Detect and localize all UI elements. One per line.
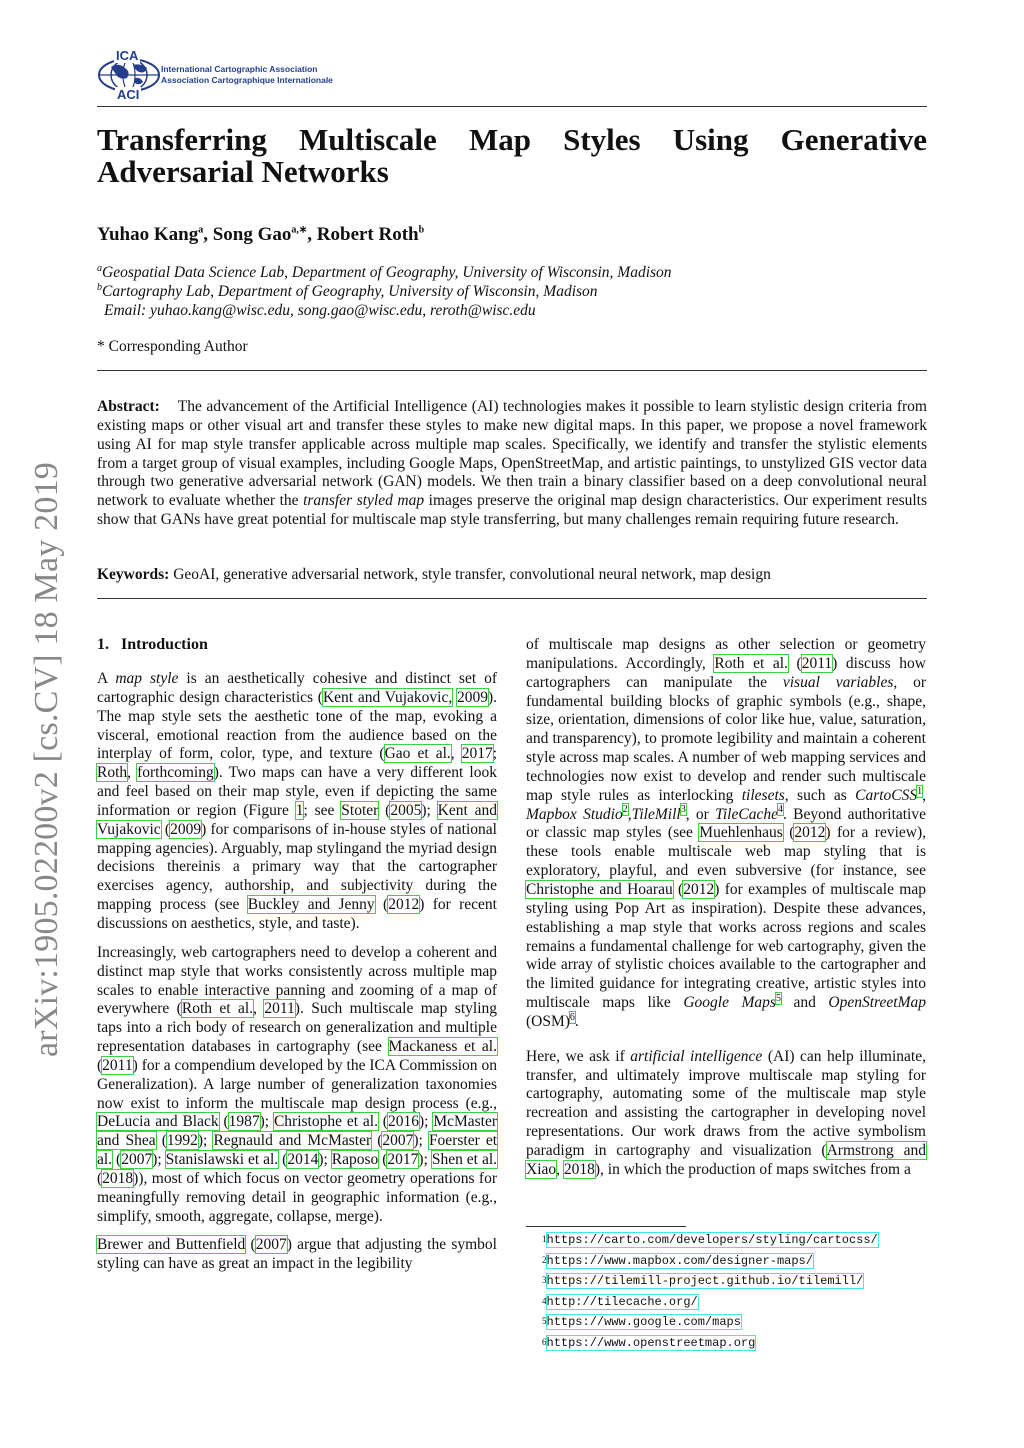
citation-link[interactable]: Foerster et al. (97, 1132, 498, 1169)
text: ( (97, 1056, 103, 1074)
em: map style (115, 670, 179, 687)
footnote-link[interactable]: 4 (777, 804, 783, 816)
footnote-link[interactable]: 5 (775, 992, 781, 1004)
em: Mapbox Studio (526, 805, 623, 823)
text: ). Such multiscale map styling taps into a rich body of research on generalization and multiple representation databases in cartography (see (97, 1000, 498, 1056)
text: ( (218, 1113, 229, 1131)
citation-link[interactable]: McMaster and Shea (97, 1113, 498, 1150)
footnote-number: 3 (542, 1275, 547, 1285)
text: and (780, 994, 829, 1012)
author-name: Yuhao Kang (97, 224, 199, 245)
footnote-number: 4 (542, 1295, 547, 1306)
em: CartoCSS (855, 786, 918, 804)
arxiv-stamp: arXiv:1905.02200v2 [cs.CV] 18 May 2019 (28, 462, 65, 1057)
citation-link[interactable]: 2017 (461, 745, 493, 763)
citation-link[interactable]: 2012 (794, 824, 826, 842)
citation-link[interactable]: 2009 (456, 688, 488, 706)
footnotes (542, 1230, 932, 1353)
citation-link[interactable]: 2017 (387, 1151, 419, 1169)
text: ) for a review), these tools enable multiscale web map styling that is exploratory, playful, and even subversive (for instance, see (526, 824, 926, 880)
citation-link[interactable]: 2011 (102, 1056, 133, 1074)
footnote-url[interactable]: https://www.openstreetmap.org (546, 1335, 756, 1350)
text: , or fundamental building blocks of graphic symbols (e.g., shape, size, orientation, dimensions of color like hue, value, saturation, and transparency), to promote legibility and maintain a coherent style across map scales. A number of web mapping services and technologies now exist to develop and render such multiscale map style rules as interlocking (526, 673, 926, 804)
logo-name-en: International Cartographic Association (161, 64, 318, 74)
footnote-number: 2 (542, 1254, 547, 1265)
citation-link[interactable]: forthcoming (137, 764, 214, 782)
section-title: Introduction (121, 636, 208, 653)
citation-link[interactable]: DeLucia and Black (97, 1113, 219, 1131)
citation-link[interactable]: Roth et al. (181, 1000, 254, 1018)
text: . (574, 1012, 579, 1030)
citation-link[interactable]: 2011 (264, 1000, 295, 1018)
citation-link[interactable]: Christophe and Hoarau (526, 880, 673, 898)
title-word: Multiscale (299, 122, 437, 157)
title-word: Styles (563, 122, 641, 157)
affil-sup: a (97, 262, 102, 274)
text: ), in which the production of maps switches from a (594, 1160, 911, 1178)
text: Here, we ask if (526, 1047, 631, 1065)
column-left (97, 670, 497, 1274)
citation-link[interactable]: Raposo (331, 1151, 379, 1169)
citation-link[interactable]: Kent and Vujakovic, (322, 688, 453, 706)
corresponding-author: * Corresponding Author (97, 338, 248, 355)
affil-text: Cartography Lab, Department of Geography, University of Wisconsin, Madison (102, 283, 598, 300)
logo-acronym-top: ICA (116, 48, 139, 63)
intro-paragraph-5 (526, 1048, 926, 1180)
logo-name-fr: Association Cartographique Internationale (161, 75, 333, 85)
citation-link[interactable]: 2007 (121, 1151, 153, 1169)
affil-sup: b (97, 281, 102, 293)
citation-link[interactable]: Christophe et al. (273, 1113, 378, 1131)
text: ); (421, 801, 438, 819)
author-sup: a,∗ (291, 224, 308, 236)
text: ) discuss how cartographers can manipulate the (526, 654, 926, 691)
text: ( (378, 1151, 388, 1169)
text: , (922, 786, 926, 804)
footnote-rule (526, 1226, 686, 1227)
abstract (97, 398, 927, 530)
footnote-link[interactable]: 2 (622, 804, 628, 816)
footnote-item (542, 1292, 932, 1313)
text: ( (782, 824, 795, 842)
text: ( (97, 1169, 103, 1187)
footnote-url[interactable]: https://www.mapbox.com/designer-maps/ (546, 1253, 813, 1268)
citation-link[interactable]: 2018 (563, 1160, 595, 1178)
text: ) for comparisons of in-house styles of national mapping agencies). Arguably, map stylingand the myriad design decisions thereinis a primary way that the cartographer exercises agency, authorship, and subjectivity during the mapping process (see (97, 820, 497, 914)
keywords-label: Keywords: (97, 566, 170, 583)
text: , (253, 1000, 265, 1018)
author-name: Robert Roth (316, 224, 419, 245)
citation-link[interactable]: Stanislawski et al. (165, 1151, 279, 1169)
em: OpenStreetMap (828, 994, 926, 1012)
section-heading-introduction (97, 636, 208, 654)
footnote-url[interactable]: http://tilecache.org/ (546, 1294, 698, 1309)
citation-link[interactable]: Mackaness et al. (388, 1038, 497, 1056)
affiliation-b (97, 283, 598, 301)
citation-link[interactable]: 2016 (387, 1113, 419, 1131)
citation-link[interactable]: Kent and Vujakovic (97, 801, 497, 838)
text: ( (155, 1132, 167, 1150)
citation-link[interactable]: 2011 (801, 654, 833, 672)
text: (AI) can help illuminate, transfer, and ultimately improve multiscale map styling for cartography, automating some of the multiscale map style recreation and assisting the cartographer in developing novel representations. Our work draws from the active symbolism paradigm in cartography and visualization ( (526, 1047, 926, 1159)
text: (OSM) (526, 1012, 570, 1030)
text: ; (492, 745, 498, 763)
figure-link[interactable]: 1 (295, 801, 304, 819)
text: )), most of which focus on vector geometry operations for meaningfully removing detail in geographic information (e.g., simplify, smooth, aggregate, collapse, merge). (97, 1169, 497, 1225)
text: ( (160, 820, 171, 838)
footnote-number: 6 (542, 1336, 547, 1347)
title-line-1 (97, 124, 927, 156)
text: A (97, 670, 108, 687)
citation-link[interactable]: Muehlenhaus (699, 824, 783, 842)
em: Google Maps (683, 994, 776, 1012)
footnote-url[interactable]: https://tilemill-project.github.io/tilemill/ (546, 1274, 864, 1288)
em: TileMill (631, 805, 681, 823)
em: TileCache (715, 805, 778, 823)
title-line-2: Adversarial Networks (97, 154, 389, 189)
footnote-link[interactable]: 3 (680, 804, 686, 816)
text: ). Two maps can have a very different look and feel based on their map style, even if depicting the same information or region (Figure (97, 764, 497, 819)
abstract-em: transfer styled map (303, 492, 425, 510)
text: is an aesthetically cohesive and distinct set of cartographic design characteristics ( (97, 670, 498, 706)
citation-link[interactable]: 1992 (166, 1132, 198, 1150)
footnote-url[interactable]: https://www.google.com/maps (546, 1315, 741, 1329)
text: ( (377, 1113, 388, 1131)
email-line: Email: yuhao.kang@wisc.edu, song.gao@wisc.edu, reroth@wisc.edu (104, 302, 536, 319)
author-sup: b (418, 224, 425, 236)
footnote-item (542, 1312, 932, 1333)
text: . Beyond authoritative or classic map styles (see (526, 805, 926, 842)
text: ( (371, 1132, 383, 1150)
intro-paragraph-1 (97, 670, 497, 934)
text: ); (152, 1151, 166, 1169)
citation-link[interactable]: 2012 (388, 896, 420, 914)
text: , such as (784, 786, 856, 804)
footnote-item (542, 1333, 932, 1354)
footnote-url[interactable]: https://carto.com/developers/styling/cartocss/ (546, 1233, 878, 1247)
footnote-number: 5 (542, 1316, 547, 1326)
citation-link[interactable]: 2007 (255, 1236, 287, 1254)
citation-link[interactable]: 2012 (683, 880, 715, 898)
title-word: Map (468, 122, 531, 157)
footnote-number: 1 (542, 1234, 547, 1244)
citation-link[interactable]: 2009 (170, 820, 202, 838)
text: ); (259, 1113, 274, 1131)
citation-link[interactable]: Roth et al. (714, 654, 788, 672)
text: Increasingly, web cartographers need to develop a coherent and distinct map style that works consistently across multiple map scales to enable interactive panning and zooming of a map of everywhere ( (97, 943, 497, 1018)
text: ( (378, 801, 391, 819)
intro-paragraph-2 (97, 944, 497, 1227)
citation-link[interactable]: Stoter (341, 801, 379, 819)
text: ; see (303, 801, 342, 819)
abstract-label: Abstract: (97, 398, 160, 415)
footnote-link[interactable]: 1 (917, 785, 923, 797)
text: , or (685, 805, 716, 823)
affil-text: Geospatial Data Science Lab, Department of Geography, University of Wisconsin, Madison (102, 264, 672, 281)
footnote-item (542, 1271, 932, 1292)
em: visual variables (782, 673, 894, 691)
text: ) for recent discussions on aesthetics, style, and taste). (97, 896, 497, 932)
header-rule (97, 106, 927, 107)
footnote-item (542, 1230, 932, 1251)
paper-title (97, 124, 927, 188)
author-sup: a (198, 224, 204, 236)
section-number: 1. (97, 636, 109, 653)
text: ); (318, 1151, 332, 1169)
text: ) for a compendium developed by the ICA Commission on Generalization). A large number of generalization taxonomies now exist to inform the multiscale map design process (e.g., (97, 1056, 497, 1112)
citation-link[interactable]: 2018 (102, 1169, 134, 1187)
citation-link[interactable]: Shen et al. (431, 1151, 498, 1169)
intro-paragraph-3 (97, 1236, 497, 1274)
citation-link[interactable]: 2007 (382, 1132, 414, 1150)
rule-above-abstract (97, 370, 927, 371)
citation-link[interactable]: Brewer and Buttenfield (97, 1236, 246, 1254)
text: ( (672, 880, 684, 898)
text: ); (418, 1113, 434, 1131)
citation-link[interactable]: Buckley and Jenny (247, 896, 375, 914)
text: , (450, 745, 462, 763)
citation-link[interactable]: Regnauld and McMaster (213, 1132, 372, 1150)
rule-below-keywords (97, 598, 927, 599)
text: ) argue that adjusting the symbol styling can have as great an impact in the legibility (97, 1236, 497, 1273)
text: ); (418, 1151, 432, 1169)
author-name: Song Gao (212, 224, 292, 245)
title-word: Transferring (97, 122, 267, 157)
citation-link[interactable]: Roth (97, 764, 128, 782)
text: ( (787, 654, 802, 672)
footnote-link[interactable]: 6 (569, 1011, 575, 1023)
text: ). The map style sets the aesthetic tone of the map, evoking a visceral, emotional reaction from the audience based on the interplay of form, color, type, and texture ( (97, 688, 497, 763)
em: artificial intelligence (630, 1047, 763, 1065)
text: ); (197, 1132, 214, 1150)
keywords (97, 566, 927, 585)
column-right (526, 636, 926, 1180)
ica-logo (97, 50, 337, 102)
citation-link[interactable]: 2014 (287, 1151, 319, 1169)
em: tilesets (741, 786, 785, 804)
text: ); (413, 1132, 429, 1150)
citation-link[interactable]: Gao et al. (384, 745, 451, 763)
author-list: Yuhao Kang$^a$, Song Gao$^{a,∗}$, Robert Roth$^b$ (97, 224, 425, 245)
text: ) for examples of multiscale map styling using Pop Art as inspiration). Despite these advances, establishing a map style that works across regions and scales remains a fundamental challenge for web cartography, given the wide array of stylistic choices available to the cartographer and the limited guidance for integrating creative, artistic styles into multiscale maps like (526, 880, 926, 1012)
citation-link[interactable]: 1987 (228, 1113, 260, 1131)
keywords-text: GeoAI, generative adversarial network, style transfer, convolutional neural network, map design (173, 566, 771, 583)
affiliation-a (97, 264, 672, 282)
intro-paragraph-4 (526, 636, 926, 1032)
text: , (127, 764, 138, 782)
text: ( (374, 896, 389, 914)
text: , (627, 805, 632, 823)
citation-link[interactable]: Armstrong and Xiao (526, 1141, 926, 1178)
text: ( (278, 1151, 288, 1169)
text: ( (112, 1151, 122, 1169)
title-word: Using (672, 122, 749, 157)
text: of multiscale map designs as other selection or geometry manipulations. Accordingly, (526, 636, 926, 672)
text: ( (245, 1236, 256, 1254)
title-word: Generative (780, 122, 927, 157)
text: , (556, 1160, 564, 1178)
citation-link[interactable]: 2005 (390, 801, 422, 819)
footnote-item (542, 1251, 932, 1272)
abstract-text: The advancement of the Artificial Intelligence (AI) technologies makes it possible to learn stylistic design criteria from existing maps or other visual art and transfer these styles to make new digital maps. In this paper, we propose a novel framework using AI for map style transfer applicable across multiple map scales. Specifically, we identify and transfer the stylistic elements from a target group of visual examples, including Google Maps, OpenStreetMap, and artistic paintings, to unstylized GIS vector data through two generative adversarial network (GAN) models. We then train a binary classifier based on a deep convolutional neural network to evaluate whether the (97, 398, 927, 510)
abstract-text: images preserve the original map design characteristics. Our experiment results show that GANs have great potential for multiscale map style transferring, but many challenges remain requiring future research. (97, 492, 928, 529)
logo-acronym-bottom: ACI (117, 87, 140, 102)
